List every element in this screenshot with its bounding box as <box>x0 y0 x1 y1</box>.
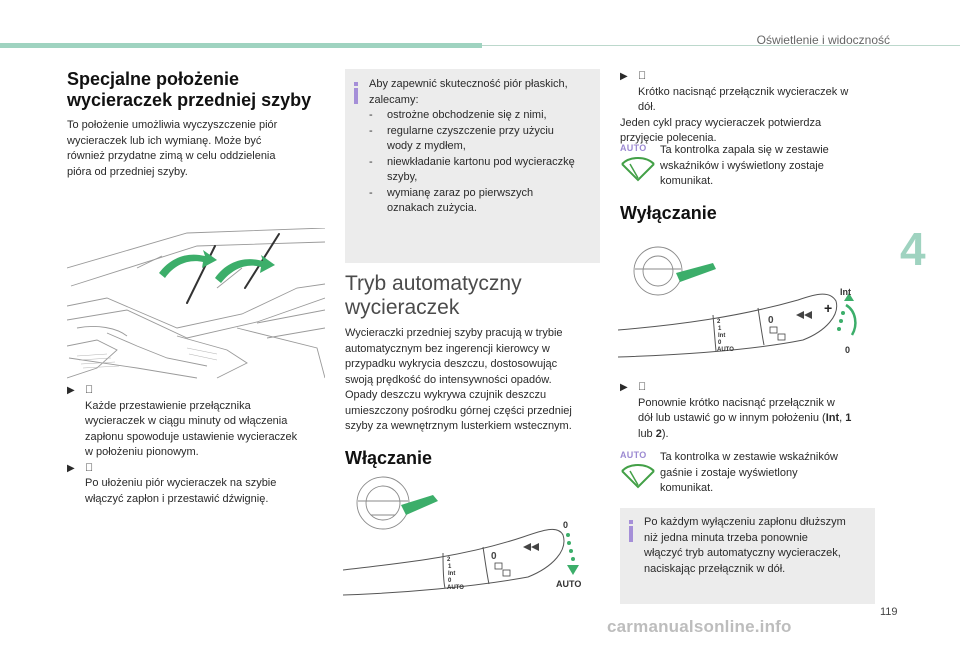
lever-mark-1: 1 <box>448 564 452 570</box>
special-position-bullets: ▶ Każde przestawienie przełącznika wycieraczek w ciągu minuty od włączenia zapłonu spowoduje ustawienie wycieraczek w położeniu pionowym. ▶ Po ułożeniu piór wycieraczek na szybie włączyć zapłon i przestawić dźwignię. <box>67 385 298 505</box>
list-item: - niewkładanie kartonu pod wycieraczkę szyby, <box>369 155 575 183</box>
rotate-arrow-icon <box>159 250 217 278</box>
auto-wiper-lamp-icon <box>620 154 656 182</box>
lever-mark-2: 2 <box>717 319 721 325</box>
lamp-off-text: Ta kontrolka w zestawie wskaźników gaśnie i zostaje wyświetlony komunikat. <box>660 451 838 494</box>
auto-mode-text: Wycieraczki przedniej szyby pracują w trybie automatycznym bez ingerencji kierowcy w przypadku wykrycia deszczu, dostosowując swoją prędkość do intensywności opadów. Opady deszczu wykrywa czujnik deszczu umieszczony pośrodku górnej części przedniej szyby za wewnętrznym lusterkiem wstecznym. <box>345 327 572 432</box>
car-wipers-illustration <box>67 228 325 380</box>
arrow-down-icon <box>567 565 579 575</box>
lever-mark-int: Int <box>718 333 726 339</box>
press-down-instructions: ▶ Krótko nacisnąć przełącznik wycieraczek w dół. Jeden cykl pracy wycieraczek potwierdza przyjęcie polecenia. <box>620 71 849 144</box>
list-item: - regularne czyszczenie przy użyciu wody z mydłem, <box>369 124 554 152</box>
header-accent-bar <box>0 43 482 48</box>
switch-on-title: Włączanie <box>345 448 433 468</box>
motion-dot-icon <box>837 327 841 331</box>
list-item: - ostrożne obchodzenie się z nimi, <box>369 109 547 121</box>
lever-mark-0: 0 <box>448 578 452 584</box>
arrow-up-icon <box>846 305 855 335</box>
special-position-title: Specjalne położenie wycieraczek przedniej szyby <box>67 69 312 110</box>
reactivation-infobox: Po każdym wyłączeniu zapłonu dłuższym niż jedna minuta trzeba ponownie włączyć tryb automatyczny wycieraczek, naciskając przełącznik w dół. <box>620 508 875 604</box>
lever-highlight-icon <box>401 495 438 515</box>
switch-off-instructions: ▶ Ponownie krótko nacisnąć przełącznik w dół lub ustawić go w innym położeniu (Int, 1 lub 2). <box>620 382 852 440</box>
lamp-on-text: Ta kontrolka zapala się w zestawie wskaźników i wyświetlony zostaje komunikat. <box>660 144 829 187</box>
svg-text:0: 0 <box>768 315 774 326</box>
page-number: 119 <box>880 606 898 618</box>
lever-mark-2: 2 <box>447 557 451 563</box>
switch-off-title: Wyłączanie <box>620 203 717 223</box>
lever-label-bottom: 0 <box>845 345 851 355</box>
auto-wiper-lamp-icon <box>620 461 656 489</box>
rotate-arrow-icon <box>215 255 275 283</box>
lever-label-bottom: AUTO <box>556 579 582 589</box>
wiper-lever-on-illustration <box>343 475 588 605</box>
bullet-icon: ▶ <box>67 462 75 474</box>
list-item: - wymianę zaraz po pierwszych oznakach zużycia. <box>369 186 534 214</box>
rewind-icon <box>523 543 531 551</box>
motion-dot-icon <box>566 533 570 537</box>
bullet-icon: ▶ <box>67 385 75 396</box>
lever-label-top: Int <box>840 287 851 297</box>
lever-label-top: 0 <box>563 520 569 530</box>
lever-mark-1: 1 <box>718 326 722 332</box>
lever-mark-auto: AUTO <box>717 347 734 353</box>
lever-mark-0: 0 <box>718 340 722 346</box>
auto-badge: AUTO <box>620 143 647 153</box>
rewind-icon <box>796 311 804 319</box>
wiper-lever-off-illustration <box>618 245 868 365</box>
auto-mode-title: Tryb automatyczny wycieraczek <box>345 272 522 319</box>
watermark: carmanualsonline.info <box>607 617 792 636</box>
wash-icon <box>770 327 777 333</box>
wash-icon <box>495 563 502 569</box>
chapter-number: 4 <box>900 223 926 275</box>
bullet-icon: ▶ <box>620 382 628 393</box>
wiper-care-infobox: Aby zapewnić skuteczność piór płaskich, zalecamy: - ostrożne obchodzenie się z nimi, - regularne czyszczenie przy użyciu wody z mydłem, - niewkładanie kartonu pod wycieraczkę szyby, - wymianę zaraz po pierwszych oznakach zużycia. <box>345 69 600 263</box>
section-title: Oświetlenie i widoczność <box>756 33 890 47</box>
special-position-intro: To położenie umożliwia wyczyszczenie piór wycieraczek lub ich wymianę. Może być również przydatne zimą w celu oddzielenia pióra od przedniej szyby. <box>67 119 278 178</box>
lever-highlight-icon <box>676 263 716 282</box>
lever-mark-auto: AUTO <box>447 585 464 591</box>
plus-icon: + <box>824 300 833 316</box>
svg-text:0: 0 <box>491 551 497 562</box>
auto-badge: AUTO <box>620 450 647 460</box>
lever-mark-int: Int <box>448 571 456 577</box>
bullet-icon: ▶ <box>620 71 628 82</box>
